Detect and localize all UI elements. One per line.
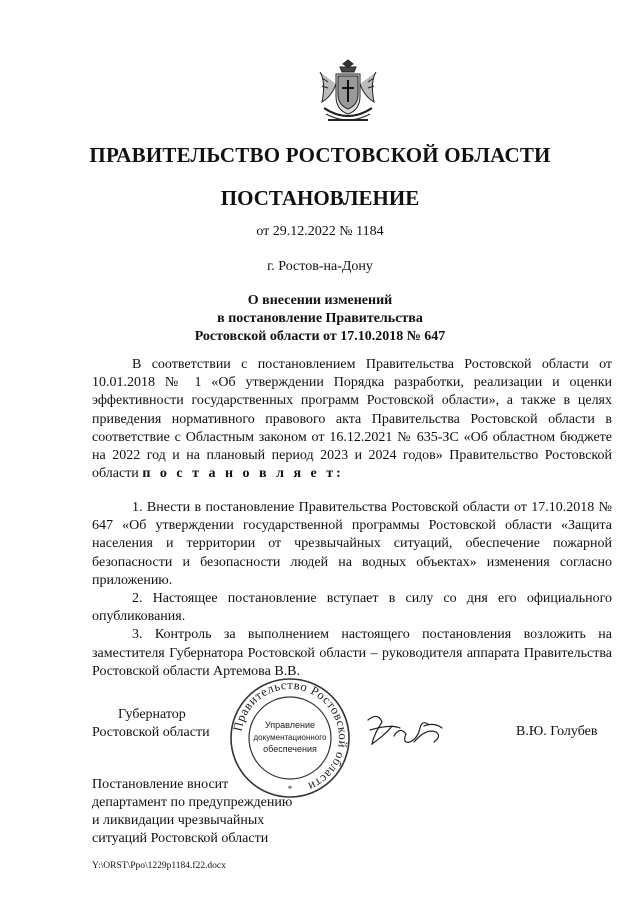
document-city: г. Ростов-на-Дону	[267, 259, 373, 274]
seal-line: документационного	[253, 733, 327, 742]
position-line: Губернатор	[118, 707, 186, 722]
subject-line: Ростовской области от 17.10.2018 № 647	[194, 329, 446, 344]
submitted-by-block	[92, 776, 292, 848]
submitted-line: ситуаций Ростовской области	[92, 831, 269, 846]
resolves-phrase: п о с т а н о в л я е т:	[142, 466, 344, 482]
document-date-number: от 29.12.2022 № 1184	[256, 224, 384, 239]
signatory-position	[92, 706, 210, 742]
seal-ring-text: Правительство Ростовской области	[230, 677, 351, 795]
signatory-name: В.Ю. Голубев	[516, 724, 598, 739]
handwritten-signature	[364, 712, 450, 752]
position-line: Ростовской области	[92, 725, 210, 740]
document-subject	[0, 292, 640, 346]
submitted-line: департамент по предупреждению	[92, 795, 293, 810]
svg-text:*: *	[287, 784, 293, 794]
submitted-line: и ликвидации чрезвычайных	[92, 813, 265, 828]
file-path: Y:\ORST\Ppo\1229p1184.f22.docx	[92, 861, 226, 871]
resolution-items	[92, 499, 612, 681]
resolution-item: 2. Настоящее постановление вступает в силу со дня его официального опубликования.	[92, 591, 612, 625]
rostov-coat-of-arms-icon	[316, 58, 380, 128]
government-name: ПРАВИТЕЛЬСТВО РОСТОВСКОЙ ОБЛАСТИ	[89, 143, 551, 167]
submitted-line: Постановление вносит	[92, 777, 229, 792]
resolution-item: 1. Внести в постановление Правительства Ростовской области от 17.10.2018 № 647 «Об утверждении государственной программы Ростовской области «Защита населения и территории от чрезвычайных ситуаций, обеспечение пожарной безопасности и безопасности людей на водных объектах» изменения согласно приложению.	[92, 500, 612, 588]
subject-line: в постановление Правительства	[217, 311, 423, 326]
subject-line: О внесении изменений	[247, 293, 393, 308]
preamble-text: В соответствии с постановлением Правительства Ростовской области от 10.01.2018 № 1 «Об утверждении Порядка разработки, реализации и оценки эффективности государственных программ Ростовской области», а также в целях приведения нормативного правового акта Правительства Ростовской области в соответствие с Областным законом от 16.12.2021 № 635-ЗС «Об областном бюджете на 2022 год и на плановый период 2023 и 2024 годов» Правительство Ростовской области	[92, 357, 612, 482]
seal-line: обеспечения	[263, 744, 317, 754]
resolution-item: 3. Контроль за выполнением настоящего постановления возложить на заместителя Губернатора Ростовской области – руководителя аппарата Правительства Ростовской области Артемова В.В.	[92, 627, 612, 679]
seal-line: Управление	[264, 720, 316, 730]
preamble-paragraph	[92, 356, 612, 483]
document-type: ПОСТАНОВЛЕНИЕ	[220, 186, 420, 210]
